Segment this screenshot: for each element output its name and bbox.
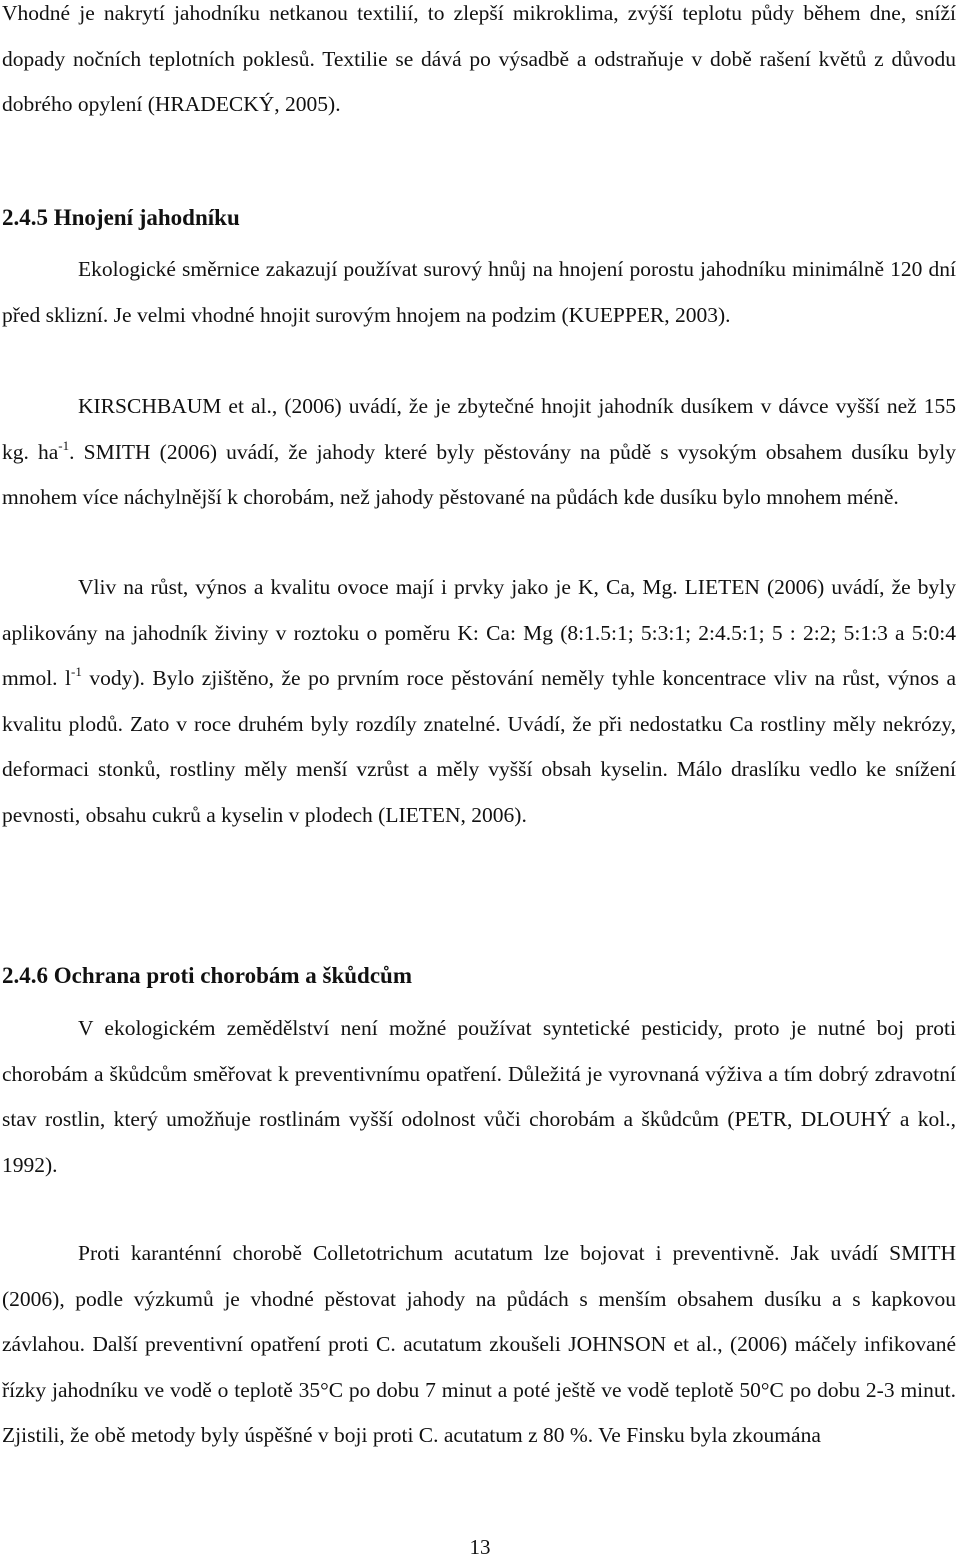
paragraph-fertilizing-3-text-b: vody). Bylo zjištěno, že po prvním roce pěstování neměly tyhle koncentrace vliv na růst, výnos a kvalitu plodů. Zato v roce druhém byly rozdíly znatelné. Uvádí, že při nedostatku Ca rostliny měly nekrózy, deformaci stonků, rostliny měly menší vzrůst a měly vyšší obsah kyselin. Málo draslíku vedlo ke snížení pevnosti, obsahu cukrů a kyselin v plodech (LIETEN, 2006). (2, 666, 956, 827)
superscript-exponent: -1 (58, 437, 70, 453)
section-heading-2-4-5: 2.4.5 Hnojení jahodníku (2, 205, 240, 230)
paragraph-fertilizing-3-text-a: Vliv na růst, výnos a kvalitu ovoce mají i prvky jako je K, Ca, Mg. LIETEN (2006) uvádí, že byly aplikovány na jahodník živiny v roztoku o poměru K: Ca: Mg (8:1.5:1; 5:3:1; 2:4.5:1; 5 : 2:2; 5:1:3 a 5:0:4 mmol. l (2, 575, 956, 690)
paragraph-protection-1: V ekologickém zemědělství není možné používat syntetické pesticidy, proto je nutné boj proti chorobám a škůdcům směřovat k preventivnímu opatření. Důležitá je vyrovnaná výživa a tím dobrý zdravotní stav rostlin, který umožňuje rostlinám vyšší odolnost vůči chorobám a škůdcům (PETR, DLOUHÝ a kol., 1992). (2, 1016, 956, 1177)
paragraph-intro: Vhodné je nakrytí jahodníku netkanou textilií, to zlepší mikroklima, zvýší teplotu půdy během dne, sníží dopady nočních teplotních poklesů. Textilie se dává po výsadbě a odstraňuje v době rašení květů z důvodu dobrého opylení (HRADECKÝ, 2005). (2, 1, 956, 116)
paragraph-fertilizing-2-text-a: KIRSCHBAUM et al., (2006) uvádí, že je zbytečné hnojit jahodník dusíkem v dávce vyšší než 155 kg. ha (2, 394, 956, 464)
superscript-exponent: -1 (71, 664, 82, 679)
section-heading-2-4-6: 2.4.6 Ochrana proti chorobám a škůdcům (2, 963, 413, 988)
paragraph-fertilizing-2 (2, 384, 956, 521)
page-number: 13 (469, 1535, 491, 1559)
paragraph-protection-2: Proti karanténní chorobě Colletotrichum acutatum lze bojovat i preventivně. Jak uvádí SMITH (2006), podle výzkumů je vhodné pěstovat jahody na půdách s menším obsahem dusíku a s kapkovou závlahou. Další preventivní opatření proti C. acutatum zkoušeli JOHNSON et al., (2006) máčely infikované řízky jahodníku ve vodě o teplotě 35°C po dobu 7 minut a poté ještě ve vodě teplotě 50°C po dobu 2-3 minut. Zjistili, že obě metody byly úspěšné v boji proti C. acutatum z 80 %. Ve Finsku byla zkoumána (2, 1241, 956, 1447)
paragraph-fertilizing-1: Ekologické směrnice zakazují používat surový hnůj na hnojení porostu jahodníku minimálně 120 dní před sklizní. Je velmi vhodné hnojit surovým hnojem na podzim (KUEPPER, 2003). (2, 257, 956, 327)
paragraph-fertilizing-2-text-b: . SMITH (2006) uvádí, že jahody které byly pěstovány na půdě s vysokým obsahem dusíku byly mnohem více náchylnější k chorobám, než jahody pěstované na půdách kde dusíku bylo mnohem méně. (2, 439, 956, 509)
paragraph-fertilizing-3 (2, 565, 956, 838)
